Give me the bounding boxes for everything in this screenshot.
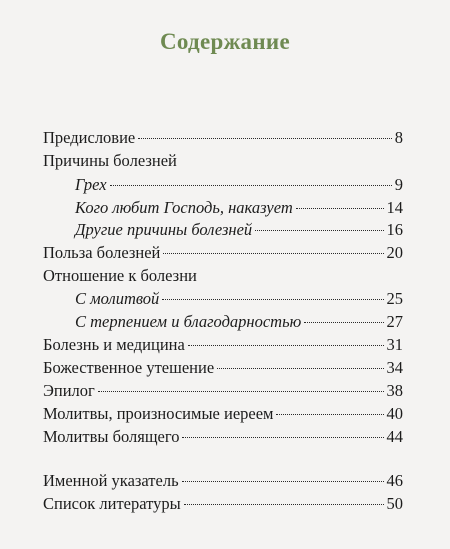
toc-entry-with-patience[interactable] [75, 311, 403, 333]
toc-entry-benefit[interactable] [43, 242, 403, 264]
toc-entry-label: Другие причины болезней [75, 220, 253, 239]
dot-leader [162, 299, 383, 300]
dot-leader [98, 391, 384, 392]
toc-entry-other-causes[interactable] [75, 219, 403, 241]
toc-page-number: 9 [394, 175, 403, 194]
dot-leader [304, 322, 383, 323]
dot-leader [188, 345, 384, 346]
toc-page-number: 38 [386, 381, 403, 400]
dot-leader [182, 437, 383, 438]
page-title: Содержание [160, 29, 290, 54]
toc-entry-bibliography[interactable] [43, 493, 403, 515]
toc-page-number: 25 [386, 289, 403, 308]
toc-entry-label: Божественное утешение [43, 358, 215, 377]
dot-leader [217, 368, 383, 369]
toc-entry-label: Список литературы [43, 494, 181, 513]
toc-page-number: 50 [386, 494, 403, 513]
toc-entry-sin[interactable] [75, 174, 403, 196]
dot-leader [182, 481, 384, 482]
toc-page-number: 27 [386, 312, 403, 331]
toc-entry-label: Именной указатель [43, 471, 179, 490]
toc-entry-label: Кого любит Господь, наказует [75, 198, 293, 217]
toc-entry-label: Молитвы, произносимые иереем [43, 404, 274, 423]
toc-page-number: 34 [386, 358, 403, 377]
toc-entry-sick-prayers[interactable] [43, 426, 403, 448]
toc-entry-label: Эпилог [43, 381, 95, 400]
dot-leader [110, 185, 392, 186]
dot-leader [276, 414, 383, 415]
toc-page-number: 14 [386, 198, 403, 217]
toc-entry-label: Предисловие [43, 128, 136, 147]
toc-entry-name-index[interactable] [43, 470, 403, 492]
toc-entry-label: Польза болезней [43, 243, 161, 262]
toc-page-number: 16 [386, 220, 403, 239]
toc-entry-label: Болезнь и медицина [43, 335, 185, 354]
toc-page-number: 20 [386, 243, 403, 262]
toc-entry-epilogue[interactable] [43, 380, 403, 402]
dot-leader [296, 208, 384, 209]
toc-section-attitude[interactable] [43, 265, 197, 287]
toc-entry-label: Грех [75, 175, 107, 194]
toc-page-number: 31 [386, 335, 403, 354]
dot-leader [163, 253, 383, 254]
toc-entry-with-prayer[interactable] [75, 288, 403, 310]
toc-entry-label: Причины болезней [43, 151, 177, 170]
toc-page-number: 44 [386, 427, 403, 446]
toc-section-causes[interactable] [43, 150, 177, 172]
dot-leader [138, 138, 392, 139]
toc-entry-label: С молитвой [75, 289, 160, 308]
toc-page-number: 46 [386, 471, 403, 490]
dot-leader [255, 230, 383, 231]
toc-entry-priest-prayers[interactable] [43, 403, 403, 425]
toc-page-number: 40 [386, 404, 403, 423]
toc-entry-divine-consolation[interactable] [43, 357, 403, 379]
toc-entry-label: С терпением и благодарностью [75, 312, 302, 331]
toc-entry-medicine[interactable] [43, 334, 403, 356]
toc-entry-preface[interactable] [43, 127, 403, 149]
toc-page-number: 8 [394, 128, 403, 147]
dot-leader [184, 504, 384, 505]
toc-entry-label: Отношение к болезни [43, 266, 197, 285]
toc-entry-whom-lord-loves[interactable] [75, 197, 403, 219]
toc-entry-label: Молитвы болящего [43, 427, 180, 446]
